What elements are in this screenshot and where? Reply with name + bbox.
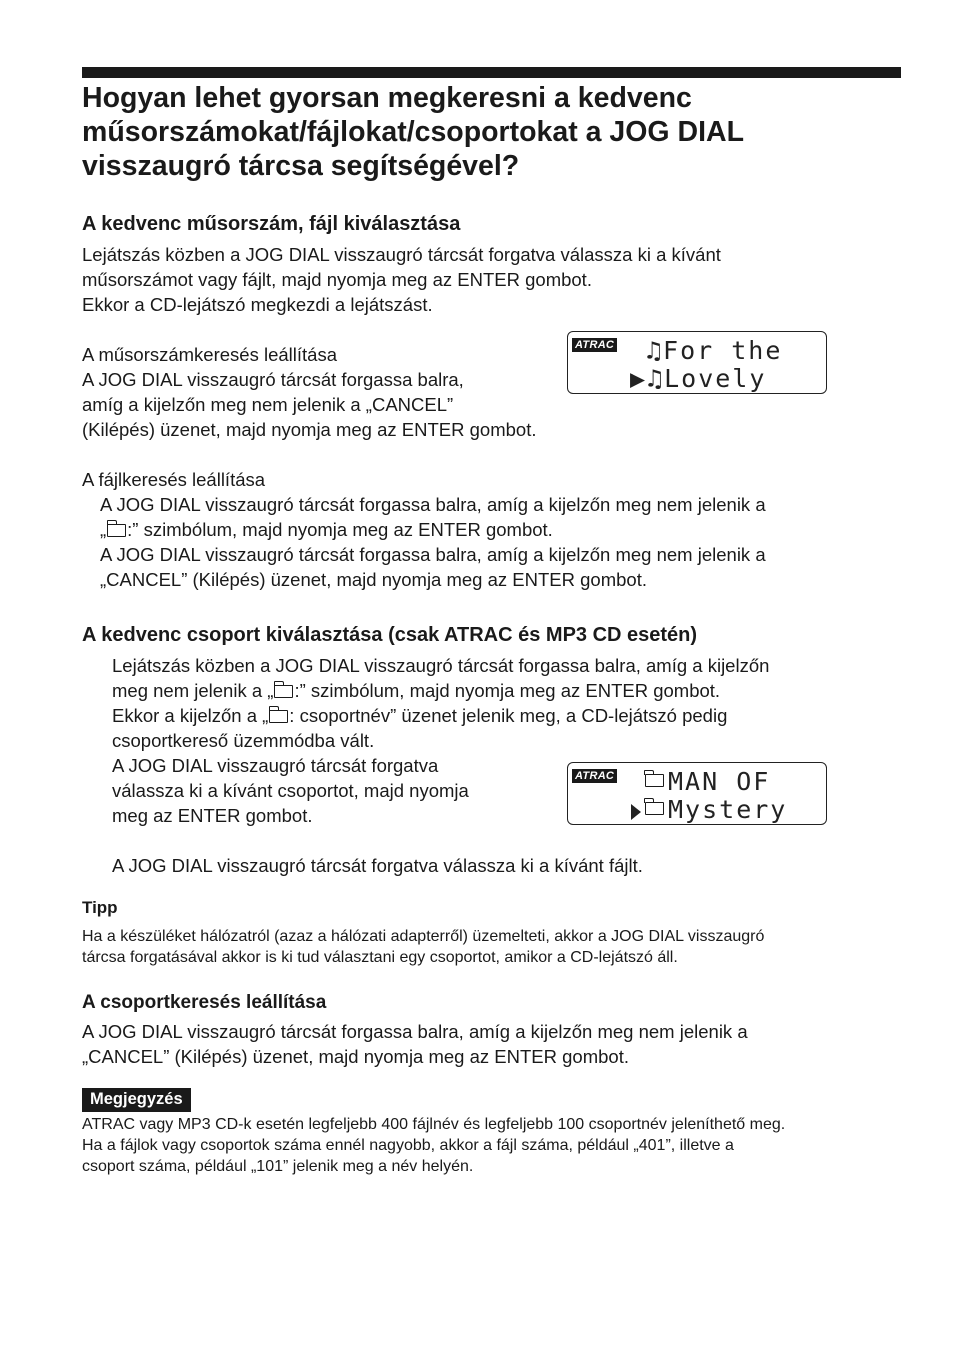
track-cancel-block (82, 342, 536, 442)
section2-line (112, 703, 769, 728)
group-cancel-body (82, 1019, 748, 1069)
tip-label: Tipp (82, 898, 118, 917)
page-title (82, 81, 902, 183)
top-rule (82, 67, 901, 78)
atrac-badge: ATRAC (572, 338, 617, 352)
section1-intro (82, 242, 721, 317)
section2-line: A JOG DIAL visszaugró tárcsát forgatva (112, 755, 439, 776)
section1-intro-line: Ekkor a CD-lejátszó megkezdi a lejátszást. (82, 294, 433, 315)
section2-line: meg az ENTER gombot. (112, 805, 313, 826)
group-cancel-line: „CANCEL” (Kilépés) üzenet, majd nyomja meg az ENTER gombot. (82, 1046, 629, 1067)
file-cancel-block (100, 492, 766, 592)
note-body (82, 1114, 785, 1177)
section1-intro-line: műsorszámot vagy fájlt, majd nyomja meg az ENTER gombot. (82, 269, 592, 290)
lcd-display-track (567, 331, 827, 394)
file-cancel-line-text: :” szimbólum, majd nyomja meg az ENTER gombot. (127, 519, 553, 540)
title-line-1: Hogyan lehet gyorsan megkeresni a kedvenc (82, 82, 692, 114)
group-cancel-heading: A csoportkeresés leállítása (82, 992, 327, 1013)
section1-intro-line: Lejátszás közben a JOG DIAL visszaugró tárcsát forgatva válassza ki a kívánt (82, 244, 721, 265)
note-line: ATRAC vagy MP3 CD-k esetén legfeljebb 400 fájlnév és legfeljebb 100 csoportnév jeleníthető meg. (82, 1116, 786, 1133)
section2-line-text: :” szimbólum, majd nyomja meg az ENTER gombot. (294, 680, 721, 701)
note-line: csoport száma, például „101” jelenik meg a név helyén. (82, 1158, 474, 1175)
tip-body (82, 926, 764, 968)
section2-line: csoportkereső üzemmódba vált. (112, 730, 375, 751)
lcd-display-group (567, 762, 827, 825)
group-cancel-line: A JOG DIAL visszaugró tárcsát forgassa balra, amíg a kijelzőn meg nem jelenik a (82, 1021, 748, 1042)
section2-heading: A kedvenc csoport kiválasztása (csak ATRAC és MP3 CD esetén) (82, 624, 698, 646)
folder-icon (645, 774, 664, 787)
folder-icon (645, 802, 664, 815)
file-cancel-line (100, 517, 766, 542)
file-cancel-line: „CANCEL” (Kilépés) üzenet, majd nyomja meg az ENTER gombot. (100, 569, 647, 590)
section2-line-text: : csoportnév” üzenet jelenik meg, a CD-lejátszó pedig (289, 705, 728, 726)
note-line: Ha a fájlok vagy csoportok száma ennél nagyobb, akkor a fájl száma, például „401”, illetve a (82, 1137, 734, 1154)
track-cancel-line: (Kilépés) üzenet, majd nyomja meg az ENTER gombot. (82, 419, 537, 440)
track-cancel-line: A JOG DIAL visszaugró tárcsát forgassa balra, (82, 369, 464, 390)
file-cancel-title: A fájlkeresés leállítása (82, 469, 266, 490)
lcd-row-1: ♫For the (646, 336, 783, 365)
file-cancel-line: A JOG DIAL visszaugró tárcsát forgassa balra, amíg a kijelzőn meg nem jelenik a (100, 494, 766, 515)
section2-line-text: Ekkor a kijelzőn a „ (112, 705, 269, 726)
tip-line: tárcsa forgatásával akkor is ki tud választani egy csoportot, amikor a CD-lejátszó áll. (82, 949, 678, 966)
quote-open: „ (100, 519, 107, 540)
track-cancel-line: amíg a kijelzőn meg nem jelenik a „CANCEL” (82, 394, 454, 415)
folder-icon (269, 710, 288, 723)
section2-line-text: meg nem jelenik a „ (112, 680, 274, 701)
folder-icon (107, 524, 126, 537)
title-line-3: visszaugró tárcsa segítségével? (82, 150, 520, 182)
title-line-2: műsorszámokat/fájlokat/csoportokat a JOG DIAL (82, 116, 744, 148)
lcd-row-2: ▶♫Lovely (630, 364, 767, 393)
atrac-badge: ATRAC (572, 769, 617, 783)
lcd-row-1: MAN OF (668, 767, 771, 796)
section2-line (112, 678, 769, 703)
section2-line: Lejátszás közben a JOG DIAL visszaugró tárcsát forgassa balra, amíg a kijelzőn (112, 655, 770, 676)
folder-icon (274, 685, 293, 698)
note-label: Megjegyzés (82, 1088, 191, 1112)
section1-heading: A kedvenc műsorszám, fájl kiválasztása (82, 213, 461, 235)
section2-line: válassza ki a kívánt csoportot, majd nyomja (112, 780, 469, 801)
track-cancel-title: A műsorszámkeresés leállítása (82, 344, 337, 365)
file-cancel-line: A JOG DIAL visszaugró tárcsát forgassa balra, amíg a kijelzőn meg nem jelenik a (100, 544, 766, 565)
lcd-row-2: Mystery (668, 795, 788, 824)
play-icon (631, 804, 641, 820)
section2-final-line: A JOG DIAL visszaugró tárcsát forgatva válassza ki a kívánt fájlt. (112, 855, 643, 876)
tip-line: Ha a készüléket hálózatról (azaz a hálózati adapterről) üzemelteti, akkor a JOG DIAL visszaugró (82, 928, 765, 945)
